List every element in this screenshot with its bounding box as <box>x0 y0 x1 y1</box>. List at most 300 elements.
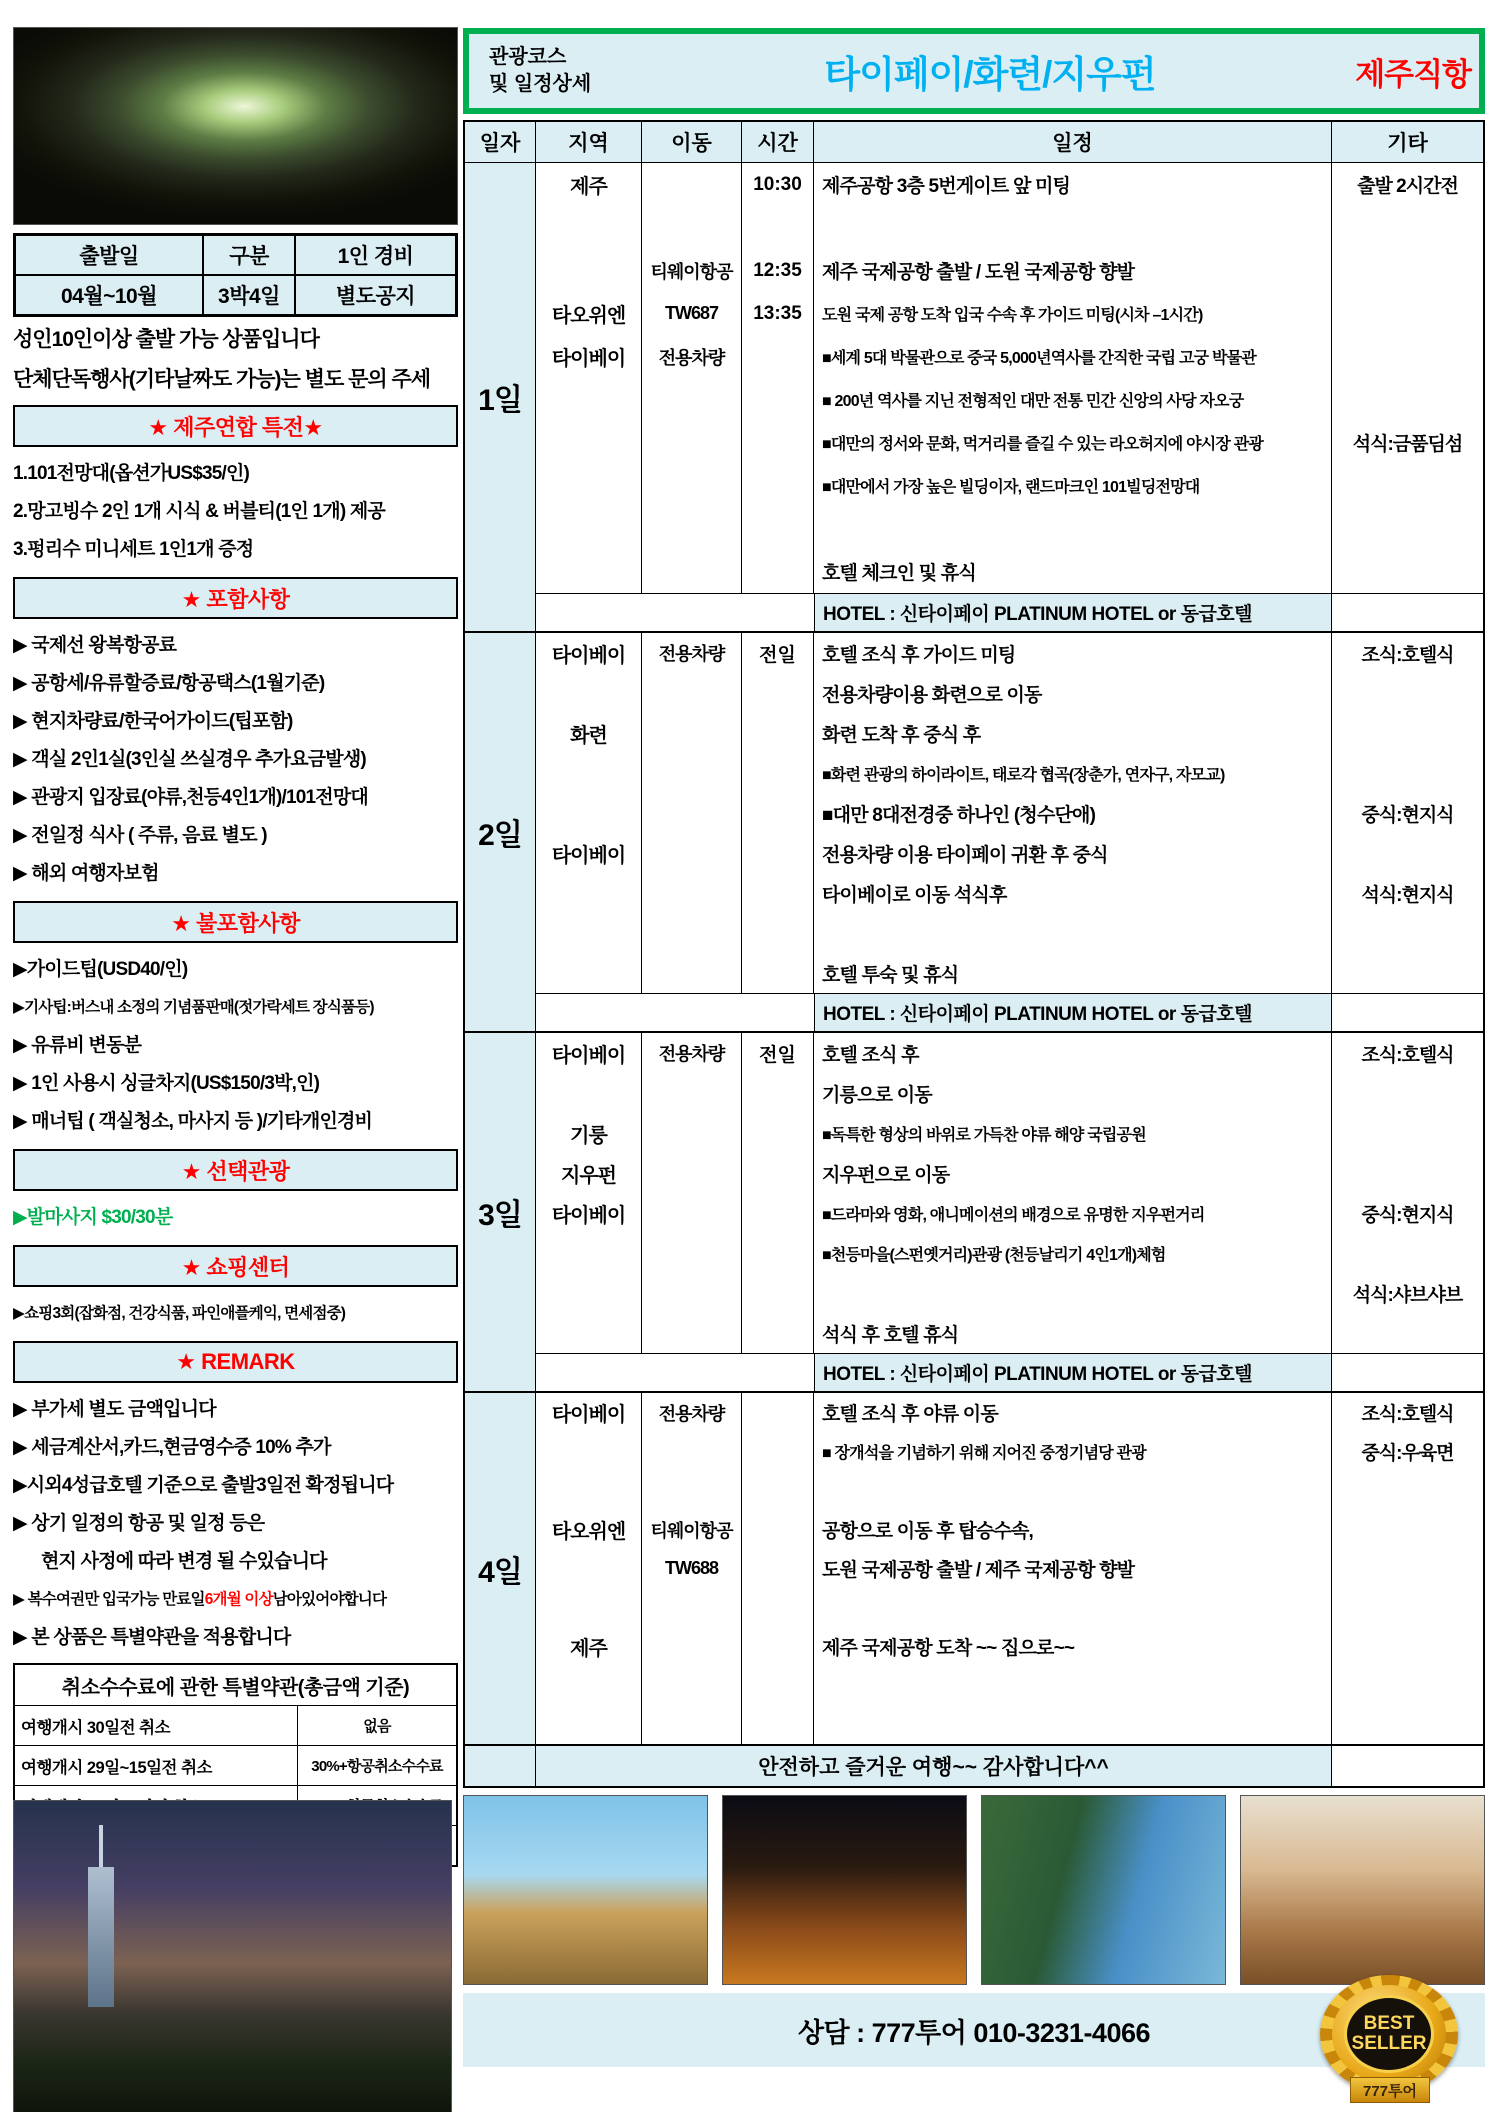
etc-cell <box>1332 249 1483 292</box>
list-item: ▶ 매너팁 ( 객실청소, 마사지 등 )/기타개인경비 <box>13 1111 373 1133</box>
hotel-note: HOTEL : 신타이페이 PLATINUM HOTEL or 동급호텔 <box>814 994 1332 1031</box>
region-cell <box>536 206 642 249</box>
itinerary-row <box>536 873 1483 913</box>
badge-label <box>1344 1995 1434 2073</box>
time-cell <box>742 1666 814 1705</box>
itinerary-row <box>536 1033 1483 1073</box>
list-item: ▶쇼핑3회(잡화점, 건강식품, 파인애플케익, 면세점중) <box>13 1304 346 1322</box>
transport-cell <box>642 1273 742 1313</box>
section-header: ★ 제주연합 특전★ <box>13 405 458 447</box>
itinerary-days <box>465 163 1483 1744</box>
transport-cell <box>642 1233 742 1273</box>
schedule-cell: 석식 후 호텔 휴식 <box>814 1313 1332 1353</box>
region-cell <box>536 1588 642 1627</box>
photo-strip <box>463 1795 1485 1985</box>
transport-cell <box>642 421 742 464</box>
closing-row <box>465 1744 1483 1786</box>
list-item: ▶ 공항세/유류할증료/항공택스(1월기준) <box>13 673 325 695</box>
schedule-cell <box>814 1273 1332 1313</box>
region-cell <box>536 1471 642 1510</box>
region-cell: 제주 <box>536 163 642 206</box>
transport-cell <box>642 163 742 206</box>
etc-cell: 중식:우육면 <box>1361 1443 1454 1464</box>
badge-label-bottom: SELLER <box>1351 2033 1427 2054</box>
list-item: ▶발마사지 $30/30분 <box>13 1207 173 1229</box>
time-cell <box>742 335 814 378</box>
itinerary-row <box>536 335 1483 378</box>
col-header-etc: 기타 <box>1387 132 1428 155</box>
region-cell: 기룽 <box>536 1113 642 1153</box>
best-seller-badge <box>1312 1975 1468 2107</box>
time-cell <box>742 1153 814 1193</box>
transport-cell <box>642 464 742 507</box>
itinerary-row <box>536 1273 1483 1313</box>
transport-cell: TW687 <box>642 292 742 335</box>
note-min-pax: 성인10인이상 출발 가능 상품입니다 <box>13 328 319 351</box>
time-cell: 전일 <box>742 633 814 673</box>
list-item: ▶ 유류비 변동분 <box>13 1035 142 1057</box>
itinerary-header-row <box>465 122 1483 163</box>
itinerary-row <box>536 1510 1483 1549</box>
photo-cave-cycling <box>13 27 458 225</box>
itinerary-row <box>536 633 1483 673</box>
cancellation-row-value: 30%+항공취소수수료 <box>297 1746 456 1785</box>
schedule-cell: ■세계 5대 박물관으로 중국 5,000년역사를 간직한 국립 고궁 박물관 <box>814 335 1332 378</box>
etc-cell <box>1332 1588 1483 1627</box>
etc-cell <box>1332 953 1483 993</box>
schedule-cell: 도원 국제 공항 도착 입국 수속 후 가이드 미팅(시차 –1시간) <box>814 292 1332 335</box>
itinerary-table <box>463 120 1485 1788</box>
time-cell <box>742 378 814 421</box>
region-cell <box>536 1666 642 1705</box>
note-group-charter: 단체단독행사(기타날짜도 가능)는 별도 문의 주세 <box>13 368 431 391</box>
schedule-cell: ■천등마을(스펀옛거리)관광 (천등날리기 4인1개)체험 <box>814 1233 1332 1273</box>
time-cell <box>742 1510 814 1549</box>
itinerary-row <box>536 1233 1483 1273</box>
schedule-cell: 전용차량이용 화련으로 이동 <box>814 673 1332 713</box>
transport-cell <box>642 753 742 793</box>
itinerary-row <box>536 1113 1483 1153</box>
time-cell <box>742 550 814 593</box>
etc-cell: 조식:호텔식 <box>1361 1404 1454 1425</box>
region-cell: 타이베이 <box>536 335 642 378</box>
etc-cell <box>1332 833 1483 873</box>
cancellation-row <box>15 1706 456 1746</box>
itinerary-row <box>536 1432 1483 1471</box>
list-item: ▶ 부가세 별도 금액입니다 <box>13 1399 216 1421</box>
transport-cell <box>642 1073 742 1113</box>
transport-cell: 티웨이항공 <box>642 1510 742 1549</box>
itinerary-row <box>536 913 1483 953</box>
region-cell: 타오위엔 <box>536 292 642 335</box>
itinerary-row <box>536 953 1483 993</box>
itinerary-row <box>536 753 1483 793</box>
etc-cell <box>1332 1705 1483 1744</box>
closing-day-cell <box>465 1746 536 1786</box>
etc-cell <box>1332 1666 1483 1705</box>
list-item: ▶ 본 상품은 특별약관을 적용합니다 <box>13 1627 291 1649</box>
itinerary-row <box>536 1666 1483 1705</box>
itinerary-row <box>536 1471 1483 1510</box>
etc-cell <box>1332 1073 1483 1113</box>
list-item: ▶ 해외 여행자보험 <box>13 863 159 885</box>
itinerary-row <box>536 163 1483 206</box>
etc-cell <box>1332 1549 1483 1588</box>
transport-cell <box>642 1705 742 1744</box>
transport-cell <box>642 673 742 713</box>
etc-cell <box>1332 206 1483 249</box>
itinerary-row <box>536 673 1483 713</box>
region-cell: 타이베이 <box>536 1393 642 1432</box>
region-cell <box>536 550 642 593</box>
time-cell: 13:35 <box>742 292 814 335</box>
region-cell <box>536 421 642 464</box>
schedule-cell <box>814 1666 1332 1705</box>
day-number-cell: 3일 <box>465 1033 536 1391</box>
info-header-category: 구분 <box>203 235 295 275</box>
transport-cell <box>642 507 742 550</box>
item-text-part: 6개월 이상 <box>204 1590 273 1608</box>
day-rows <box>536 633 1483 993</box>
course-label-line1: 관광코스 <box>489 46 567 68</box>
col-header-day: 일자 <box>465 122 536 162</box>
schedule-cell <box>814 1705 1332 1744</box>
time-cell <box>742 833 814 873</box>
region-cell <box>536 913 642 953</box>
list-item: ▶ 전일정 식사 ( 주류, 음료 별도 ) <box>13 825 267 847</box>
region-cell <box>536 464 642 507</box>
transport-cell <box>642 1113 742 1153</box>
day-main <box>536 163 1483 631</box>
transport-cell <box>642 953 742 993</box>
time-cell <box>742 1627 814 1666</box>
etc-cell <box>1332 378 1483 421</box>
closing-etc-cell <box>1332 1746 1483 1786</box>
etc-cell <box>1332 1510 1483 1549</box>
region-cell <box>536 1233 642 1273</box>
etc-cell: 중식:현지식 <box>1361 804 1454 826</box>
itinerary-row <box>536 249 1483 292</box>
cancellation-row-value: 없음 <box>297 1706 456 1745</box>
time-cell: 전일 <box>742 1033 814 1073</box>
closing-message: 안전하고 즐거운 여행~~ 감사합니다^^ <box>536 1746 1332 1786</box>
hotel-note: HOTEL : 신타이페이 PLATINUM HOTEL or 동급호텔 <box>814 594 1332 631</box>
transport-cell: 전용차량 <box>642 1393 742 1432</box>
transport-cell: TW688 <box>642 1549 742 1588</box>
col-header-region: 지역 <box>536 122 642 162</box>
region-cell <box>536 673 642 713</box>
photo-food-stall <box>1240 1795 1485 1985</box>
region-cell: 제주 <box>536 1627 642 1666</box>
region-cell <box>536 1549 642 1588</box>
list-item: ▶시외4성급호텔 기준으로 출발3일전 확정됩니다 <box>13 1475 394 1497</box>
contact-text: 상담 : 777투어 010-3231-4066 <box>797 2017 1151 2048</box>
itinerary-row <box>536 1313 1483 1353</box>
itinerary-row <box>536 793 1483 833</box>
section-header: ★ 불포함사항 <box>13 901 458 943</box>
badge-label-top: BEST <box>1363 2013 1415 2035</box>
time-cell <box>742 1432 814 1471</box>
list-item <box>13 1581 458 1619</box>
region-cell: 화련 <box>536 713 642 753</box>
list-item: ▶ 관광지 입장료(야류,천등4인1개)/101전망대 <box>13 787 368 809</box>
list-item: ▶ 상기 일정의 항공 및 일정 등은 <box>13 1513 265 1535</box>
etc-cell <box>1332 550 1483 593</box>
hotel-blank-cell <box>536 1354 814 1391</box>
etc-cell <box>1332 335 1483 378</box>
itinerary-row <box>536 833 1483 873</box>
col-header-schedule: 일정 <box>814 122 1332 162</box>
region-cell: 타이베이 <box>536 1033 642 1073</box>
transport-cell <box>642 206 742 249</box>
photo-taipei101-skyline <box>13 1800 452 2112</box>
day-rows <box>536 1393 1483 1744</box>
section-header: ★ REMARK <box>13 1341 458 1383</box>
hotel-etc-cell <box>1332 1354 1483 1391</box>
col-header-time: 시간 <box>742 122 814 162</box>
region-cell: 지우펀 <box>536 1153 642 1193</box>
itinerary-row <box>536 1588 1483 1627</box>
region-cell: 타이베이 <box>536 1193 642 1233</box>
etc-cell: 석식:현지식 <box>1361 884 1454 906</box>
schedule-cell: ■드라마와 영화, 애니메이션의 배경으로 유명한 지우펀거리 <box>814 1193 1332 1233</box>
hotel-etc-cell <box>1332 994 1483 1031</box>
photo-yehliu-queens-head <box>463 1795 708 1985</box>
day-rows <box>536 163 1483 593</box>
left-panel <box>13 27 458 1867</box>
info-value-departure: 04월~10월 <box>15 275 203 315</box>
schedule-cell: ■ 200년 역사를 지닌 전형적인 대만 전통 민간 신앙의 사당 자오궁 <box>814 378 1332 421</box>
etc-cell <box>1332 713 1483 753</box>
region-cell <box>536 753 642 793</box>
itinerary-row <box>536 713 1483 753</box>
day-main <box>536 633 1483 1031</box>
cancellation-row <box>15 1746 456 1786</box>
etc-cell: 출발 2시간전 <box>1357 176 1458 197</box>
schedule-cell <box>814 1471 1332 1510</box>
hotel-row <box>536 593 1483 631</box>
etc-cell <box>1332 1233 1483 1273</box>
cancellation-row-label: 여행개시 29일~15일전 취소 <box>21 1758 212 1777</box>
itinerary-row <box>536 1153 1483 1193</box>
time-cell <box>742 1273 814 1313</box>
transport-cell <box>642 1313 742 1353</box>
transport-cell <box>642 378 742 421</box>
departure-info-table <box>13 233 458 317</box>
transport-cell: 전용차량 <box>642 633 742 673</box>
time-cell <box>742 793 814 833</box>
itinerary-row <box>536 550 1483 593</box>
etc-cell: 중식:현지식 <box>1361 1204 1454 1226</box>
region-cell <box>536 249 642 292</box>
day-block <box>465 1393 1483 1744</box>
schedule-cell: 기릉으로 이동 <box>814 1073 1332 1113</box>
schedule-cell <box>814 913 1332 953</box>
time-cell <box>742 913 814 953</box>
schedule-cell: ■화련 관광의 하이라이트, 태로각 협곡(장춘가, 연자구, 자모교) <box>814 753 1332 793</box>
schedule-cell: 전용차량 이용 타이페이 귀환 후 중식 <box>814 833 1332 873</box>
schedule-cell: ■대만에서 가장 높은 빌딩이자, 랜드마크인 101빌딩전망대 <box>814 464 1332 507</box>
region-cell <box>536 1432 642 1471</box>
schedule-cell: 타이베이로 이동 석식후 <box>814 873 1332 913</box>
region-cell <box>536 793 642 833</box>
itinerary-row <box>536 1705 1483 1744</box>
itinerary-row <box>536 507 1483 550</box>
itinerary-row <box>536 1193 1483 1233</box>
itinerary-row <box>536 1393 1483 1432</box>
schedule-cell: 제주공항 3층 5번게이트 앞 미팅 <box>814 163 1332 206</box>
time-cell <box>742 1471 814 1510</box>
section-header: ★ 쇼핑센터 <box>13 1245 458 1287</box>
info-header-price: 1인 경비 <box>295 235 456 275</box>
schedule-cell: 호텔 투숙 및 휴식 <box>814 953 1332 993</box>
transport-cell <box>642 1432 742 1471</box>
schedule-cell: 지우펀으로 이동 <box>814 1153 1332 1193</box>
schedule-cell: ■대만의 정서와 문화, 먹거리를 즐길 수 있는 라오허지에 야시장 관광 <box>814 421 1332 464</box>
day-rows <box>536 1033 1483 1353</box>
transport-cell <box>642 1471 742 1510</box>
itinerary-row <box>536 378 1483 421</box>
course-label <box>469 44 689 98</box>
time-cell <box>742 753 814 793</box>
time-cell <box>742 1073 814 1113</box>
info-header-departure: 출발일 <box>15 235 203 275</box>
time-cell <box>742 713 814 753</box>
taipei-101-spire-shape <box>99 1825 103 1867</box>
schedule-cell: ■대만 8대전경중 하나인 (청수단애) <box>814 793 1332 833</box>
transport-cell: 티웨이항공 <box>642 249 742 292</box>
photo-qingshui-cliff <box>981 1795 1226 1985</box>
list-item: ▶ 현지차량료/한국어가이드(팁포함) <box>13 711 293 733</box>
time-cell <box>742 206 814 249</box>
region-cell: 타오위엔 <box>536 1510 642 1549</box>
list-item: ▶ 객실 2인1실(3인실 쓰실경우 추가요금발생) <box>13 749 366 771</box>
region-cell <box>536 378 642 421</box>
time-cell <box>742 1588 814 1627</box>
time-cell <box>742 1233 814 1273</box>
item-text-part: ▶ 복수여권만 입국가능 만료일 <box>13 1590 205 1608</box>
etc-cell <box>1332 292 1483 335</box>
time-cell <box>742 507 814 550</box>
transport-cell <box>642 713 742 753</box>
taipei-101-tower-shape <box>88 1867 114 2007</box>
hotel-etc-cell <box>1332 594 1483 631</box>
schedule-cell: 호텔 조식 후 <box>814 1033 1332 1073</box>
time-cell <box>742 1705 814 1744</box>
schedule-cell: 호텔 체크인 및 휴식 <box>814 550 1332 593</box>
list-item: ▶가이드팁(USD40/인) <box>13 959 188 981</box>
schedule-cell <box>814 507 1332 550</box>
transport-cell: 전용차량 <box>642 1033 742 1073</box>
region-cell <box>536 873 642 913</box>
transport-cell <box>642 913 742 953</box>
transport-cell <box>642 1588 742 1627</box>
region-cell <box>536 1273 642 1313</box>
schedule-cell: ■ 장개석을 기념하기 위해 지어진 중정기념당 관광 <box>814 1432 1332 1471</box>
day-number-cell: 4일 <box>465 1393 536 1744</box>
hotel-blank-cell <box>536 994 814 1031</box>
time-cell: 12:35 <box>742 249 814 292</box>
etc-cell <box>1332 913 1483 953</box>
region-cell: 타이베이 <box>536 633 642 673</box>
hotel-blank-cell <box>536 594 814 631</box>
schedule-cell: 제주 국제공항 출발 / 도원 국제공항 향발 <box>814 249 1332 292</box>
schedule-cell: 공항으로 이동 후 탑승수속, <box>814 1510 1332 1549</box>
transport-cell <box>642 1666 742 1705</box>
tour-title: 타이페이/화련/지우펀 <box>824 54 1156 95</box>
info-value-price: 별도공지 <box>295 275 456 315</box>
region-cell <box>536 1073 642 1113</box>
hotel-row <box>536 993 1483 1031</box>
time-cell <box>742 1313 814 1353</box>
itinerary-row <box>536 1549 1483 1588</box>
day-number-cell: 1일 <box>465 163 536 631</box>
schedule-cell: 제주 국제공항 도착 ~~ 집으로~~ <box>814 1627 1332 1666</box>
time-cell <box>742 1549 814 1588</box>
item-text-part: 남아있어야합니다 <box>272 1590 387 1608</box>
transport-cell <box>642 793 742 833</box>
itinerary-row <box>536 1073 1483 1113</box>
photo-temple-night <box>722 1795 967 1985</box>
etc-cell <box>1332 753 1483 793</box>
cancellation-title: 취소수수료에 관한 특별약관(총금액 기준) <box>15 1665 456 1706</box>
transport-cell <box>642 873 742 913</box>
col-header-transport: 이동 <box>642 122 742 162</box>
list-item: 3.펑리수 미니세트 1인1개 증정 <box>13 539 254 561</box>
schedule-cell: ■독특한 형상의 바위로 가득찬 야류 해양 국립공원 <box>814 1113 1332 1153</box>
hotel-note: HOTEL : 신타이페이 PLATINUM HOTEL or 동급호텔 <box>814 1354 1332 1391</box>
region-cell <box>536 953 642 993</box>
itinerary-row <box>536 464 1483 507</box>
direct-flight-badge: 제주직항 <box>1355 56 1471 92</box>
day-number-cell: 2일 <box>465 633 536 1031</box>
etc-cell <box>1332 1627 1483 1666</box>
section-header: ★ 포함사항 <box>13 577 458 619</box>
section-header: ★ 선택관광 <box>13 1149 458 1191</box>
etc-cell <box>1332 507 1483 550</box>
etc-cell: 조식:호텔식 <box>1361 1044 1454 1066</box>
course-label-line2: 및 일정상세 <box>489 73 592 95</box>
itinerary-title-bar <box>463 28 1485 114</box>
transport-cell <box>642 1193 742 1233</box>
cancellation-row-label: 여행개시 30일전 취소 <box>21 1718 171 1737</box>
time-cell <box>742 873 814 913</box>
etc-cell: 석식:금품딤섬 <box>1352 434 1463 455</box>
transport-cell <box>642 550 742 593</box>
time-cell <box>742 1113 814 1153</box>
day-block <box>465 1033 1483 1393</box>
left-sections <box>13 405 458 1657</box>
region-cell: 타이베이 <box>536 833 642 873</box>
list-item: ▶ 1인 사용시 싱글차지(US$150/3박,인) <box>13 1073 320 1095</box>
list-item: ▶ 국제선 왕복항공료 <box>13 635 177 657</box>
day-block <box>465 633 1483 1033</box>
day-block <box>465 163 1483 633</box>
transport-cell <box>642 1153 742 1193</box>
itinerary-row <box>536 1627 1483 1666</box>
region-cell <box>536 1313 642 1353</box>
day-main <box>536 1393 1483 1744</box>
time-cell <box>742 464 814 507</box>
schedule-cell: 호텔 조식 후 가이드 미팅 <box>814 633 1332 673</box>
transport-cell <box>642 1627 742 1666</box>
list-item: 1.101전망대(옵션가US$35/인) <box>13 463 250 485</box>
list-item: ▶ 세금계산서,카드,현금영수증 10% 추가 <box>13 1437 331 1459</box>
etc-cell <box>1332 1153 1483 1193</box>
etc-cell <box>1332 673 1483 713</box>
etc-cell <box>1332 1313 1483 1353</box>
time-cell: 10:30 <box>742 163 814 206</box>
